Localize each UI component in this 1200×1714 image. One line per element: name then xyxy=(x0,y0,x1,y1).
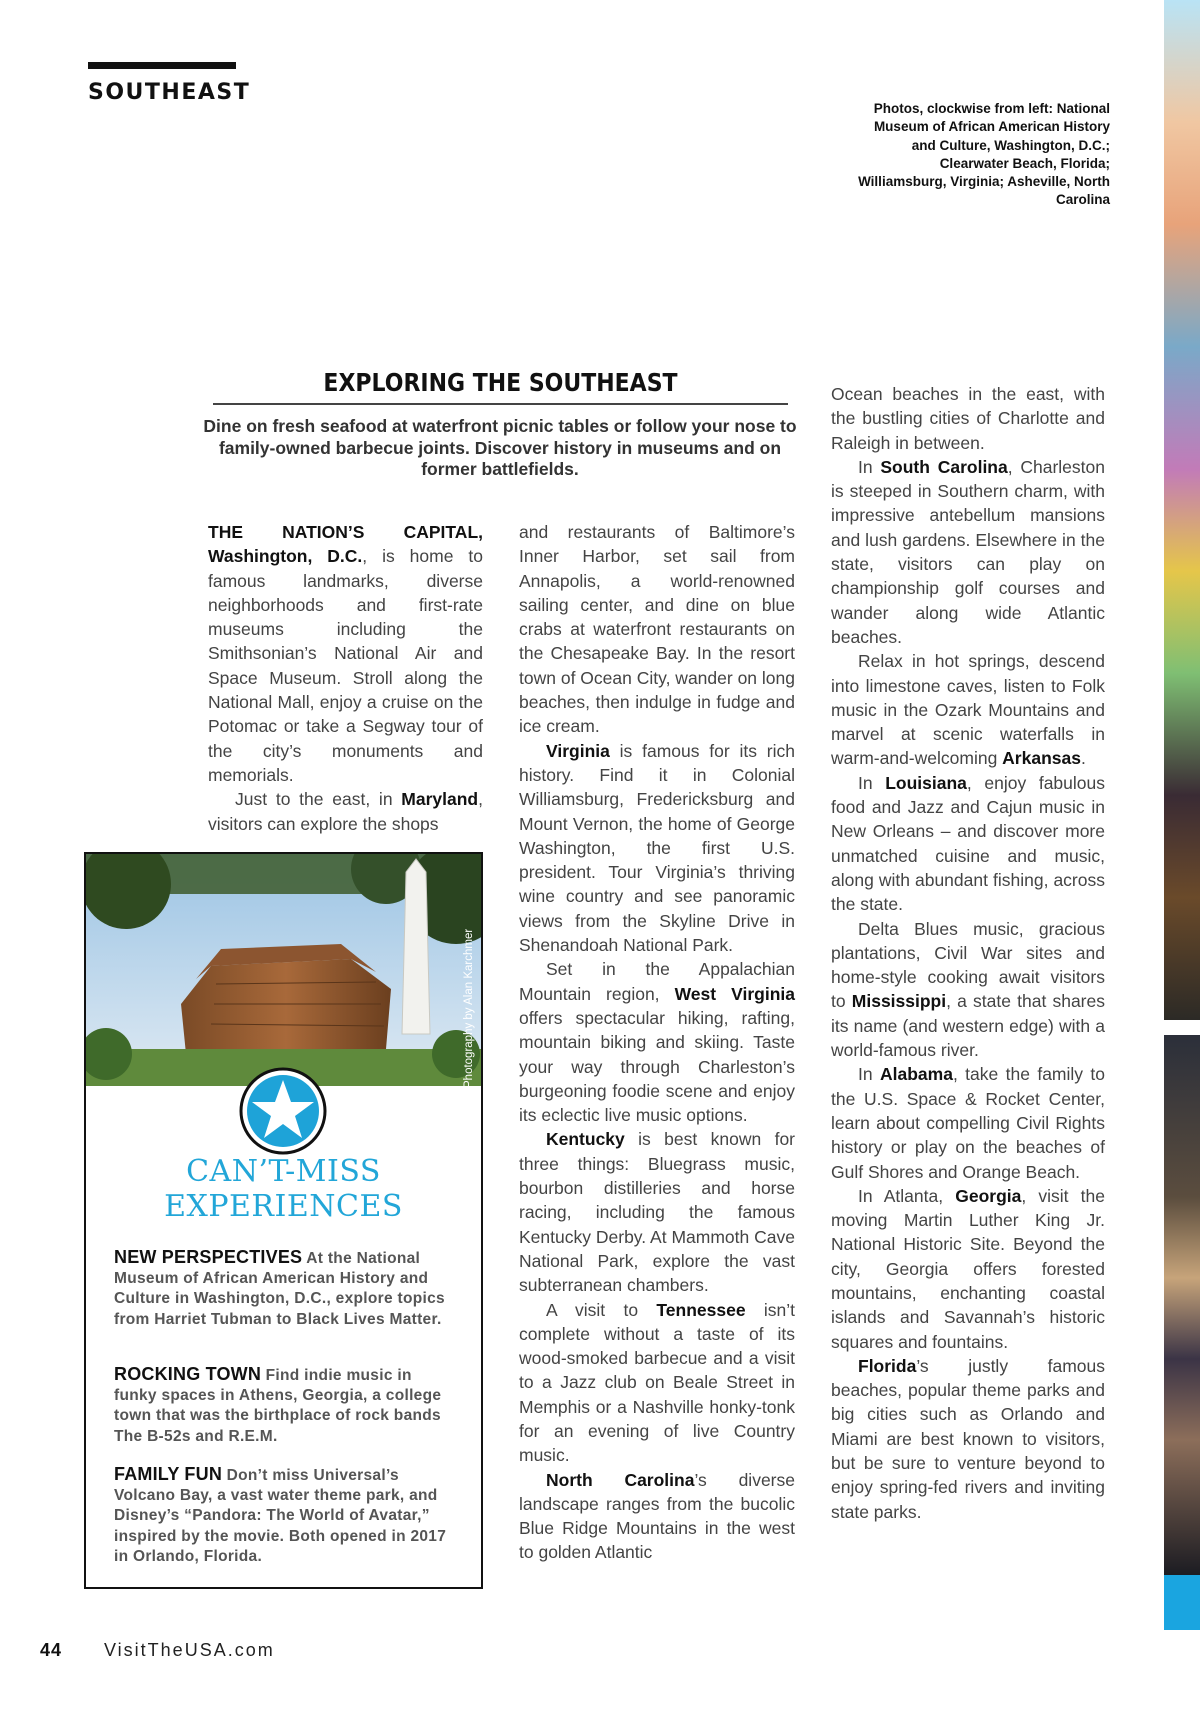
place-name: West Virginia xyxy=(674,983,795,1004)
paragraph-text: , take the family to the U.S. Space & Rocket Center, learn about compelling Civil Rights history or play on the beaches of Gulf Shores and Orange Beach. xyxy=(831,1064,1105,1182)
experience-text: Don’t miss Universal’s Volcano Bay, a vast water theme park, and Disney’s “Pandora: The World of Avatar,” inspired by the movie. Both opened in 2017 in Orlando, Florida. xyxy=(114,1467,447,1565)
paragraph-text: Ocean beaches in the east, with the bustling cities of Charlotte and Raleigh in between. xyxy=(831,384,1105,453)
paragraph xyxy=(831,649,1105,770)
paragraph-text: , enjoy fabulous food and Jazz and Cajun music in New Orleans – and discover more unmatched cuisine and music, along with abundant fishing, across the state. xyxy=(831,772,1105,915)
edge-photo-bottom xyxy=(1164,1035,1200,1575)
paragraph xyxy=(831,455,1105,649)
lead-in: THE NATION’S CAPITAL, xyxy=(208,522,483,542)
article-column-1 xyxy=(208,520,483,836)
place-name: North Carolina xyxy=(546,1469,695,1490)
experience-text: Find indie music in funky spaces in Athens, Georgia, a college town that was the birthplace of rock bands The B-52s and R.E.M. xyxy=(114,1367,442,1445)
experience-item xyxy=(114,1464,459,1567)
place-name: Washington, D.C. xyxy=(208,546,363,567)
place-name: Virginia xyxy=(546,740,610,761)
paragraph xyxy=(519,520,795,739)
paragraph xyxy=(831,1062,1105,1183)
heading-line: EXPERIENCES xyxy=(164,1189,403,1224)
experience-label: NEW PERSPECTIVES xyxy=(114,1247,303,1267)
paragraph xyxy=(208,787,483,836)
paragraph-text: Set in the Appalachian Mountain region, xyxy=(519,959,795,1004)
place-name: South Carolina xyxy=(880,456,1008,477)
photo-credit xyxy=(458,890,478,1090)
paragraph xyxy=(519,739,795,958)
edge-accent-block xyxy=(1164,1575,1200,1630)
experience-text: At the National Museum of African American History and Culture in Washington, D.C., explore topics from Harriet Tubman to Black Lives Matter. xyxy=(114,1250,445,1328)
paragraph-text: offers spectacular hiking, rafting, mountain biking and skiing. Taste your way through Charleston’s burgeoning foodie scene and enjoy its eclectic live music options. xyxy=(519,1007,795,1126)
article-column-3 xyxy=(831,382,1105,1524)
article-column-2 xyxy=(519,520,795,1565)
paragraph-text: A visit to xyxy=(546,1299,657,1320)
paragraph-text: isn’t complete without a taste of its wood-smoked barbecue and a visit to a Jazz club on Beale Street in Memphis or a Nashville honky-tonk for an evening of live Country music. xyxy=(519,1299,795,1466)
place-name: Alabama xyxy=(879,1064,953,1085)
paragraph xyxy=(519,1468,795,1565)
paragraph-text: ’s justly famous beaches, popular theme parks and big cities such as Orlando and Miami are best known to visitors, but be sure to venture beyond to enjoy spring-fed rivers and inviting state parks. xyxy=(831,1355,1105,1522)
experience-label: ROCKING TOWN xyxy=(114,1364,262,1384)
paragraph-text: is best known for three things: Bluegrass music, bourbon distilleries and horse racing, including the famous Kentucky Derby. At Mammoth Cave National Park, explore the vast subterranean chambers. xyxy=(519,1129,795,1296)
washington-monument xyxy=(402,859,430,1034)
paragraph xyxy=(831,1354,1105,1524)
edge-photo-strip xyxy=(1164,0,1200,1714)
place-name: Florida xyxy=(858,1355,917,1376)
paragraph-text: . xyxy=(1080,748,1086,769)
paragraph-text: In xyxy=(858,1064,880,1085)
cant-miss-heading xyxy=(86,1154,481,1224)
paragraph xyxy=(831,771,1105,917)
heading-line: CAN’T-MISS xyxy=(186,1154,381,1189)
paragraph-text: Delta Blues music, gracious plantations, Civil War sites and home-style cooking await visitors to xyxy=(831,918,1105,1012)
article-title: EXPLORING THE SOUTHEAST xyxy=(323,368,678,397)
paragraph xyxy=(831,382,1105,455)
paragraph-text: , visitors can explore the shops xyxy=(208,789,483,834)
place-name: Louisiana xyxy=(885,772,967,793)
title-divider xyxy=(213,403,788,405)
paragraph-text: , Charleston is steeped in Southern charm, with impressive antebellum mansions and lush gardens. Elsewhere in the state, visitors can play on championship golf courses and wander along wide Atlantic beaches. xyxy=(831,456,1105,647)
site-url: VisitTheUSA.com xyxy=(104,1640,275,1660)
paragraph xyxy=(519,1298,795,1468)
place-name: Maryland xyxy=(401,789,479,810)
museum-building xyxy=(181,959,391,1054)
paragraph-text: , visit the moving Martin Luther King Jr. National Historic Site. Beyond the city, Georgia offers forested mountains, enchanting coastal islands and Savannah’s historic squares and fountains. xyxy=(831,1185,1105,1352)
paragraph xyxy=(519,957,795,1127)
paragraph-text: In xyxy=(858,456,881,477)
paragraph-text: Relax in hot springs, descend into limestone caves, listen to Folk music in the Ozark Mountains and marvel at scenic waterfalls in warm-and-welcoming xyxy=(831,651,1105,769)
paragraph xyxy=(831,1184,1105,1354)
paragraph-text: Just to the east, in xyxy=(235,789,402,810)
paragraph-text: is famous for its rich history. Find it in Colonial Williamsburg, Fredericksburg and Mount Vernon, the home of George Washington, the first U.S. president. Tour Virginia’s thriving wine country and see panoramic views from the Skyline Drive in Shenandoah National Park. xyxy=(519,740,795,956)
section-label: SOUTHEAST xyxy=(88,80,251,105)
paragraph xyxy=(519,1127,795,1297)
top-rule xyxy=(88,62,236,69)
article-intro: Dine on fresh seafood at waterfront picnic tables or follow your nose to family-owned barbecue joints. Discover history in museums and on former battlefields. xyxy=(203,416,797,479)
paragraph xyxy=(831,917,1105,1063)
paragraph-text: , a state that shares its name (and western edge) with a world-famous river. xyxy=(831,991,1105,1061)
experience-item xyxy=(114,1364,459,1447)
cant-miss-box xyxy=(84,852,483,1589)
paragraph xyxy=(208,520,483,787)
museum-photo xyxy=(86,854,481,1086)
museum-photo-illustration xyxy=(86,854,481,1086)
star-badge-icon xyxy=(238,1066,328,1156)
place-name: Georgia xyxy=(955,1185,1022,1206)
paragraph-text: , is home to famous landmarks, diverse neighborhoods and first-rate museums including the Smithsonian’s National Air and Space Museum. Stroll along the National Mall, enjoy a cruise on the Potomac or take a Segway tour of the city’s monuments and memorials. xyxy=(208,546,483,785)
place-name: Mississippi xyxy=(851,991,947,1012)
page-number: 44 xyxy=(40,1640,63,1660)
experience-label: FAMILY FUN xyxy=(114,1464,223,1484)
place-name: Arkansas xyxy=(1002,748,1081,769)
paragraph-text: In xyxy=(858,772,886,793)
paragraph-text: and restaurants of Baltimore’s Inner Harbor, set sail from Annapolis, a world-renowned sailing center, and dine on blue crabs at waterfront restaurants on the Chesapeake Bay. In the resort town of Ocean City, wander on long beaches, then indulge in fudge and ice cream. xyxy=(519,522,795,737)
photo-caption: Photos, clockwise from left: National Museum of African American History and Culture, Washington, D.C.; Clearwater Beach, Florida; Williamsburg, Virginia; Asheville, North Carolina xyxy=(858,101,1110,208)
experience-item xyxy=(114,1247,459,1330)
paragraph-text: In Atlanta, xyxy=(858,1185,956,1206)
place-name: Kentucky xyxy=(546,1129,625,1150)
photo-credit-text: Photography by Alan Karchmer xyxy=(463,928,475,1088)
place-name: Tennessee xyxy=(656,1299,746,1320)
edge-photo-top xyxy=(1164,0,1200,1020)
paragraph-text: ’s diverse landscape ranges from the bucolic Blue Ridge Mountains in the west to golden Atlantic xyxy=(519,1469,795,1563)
